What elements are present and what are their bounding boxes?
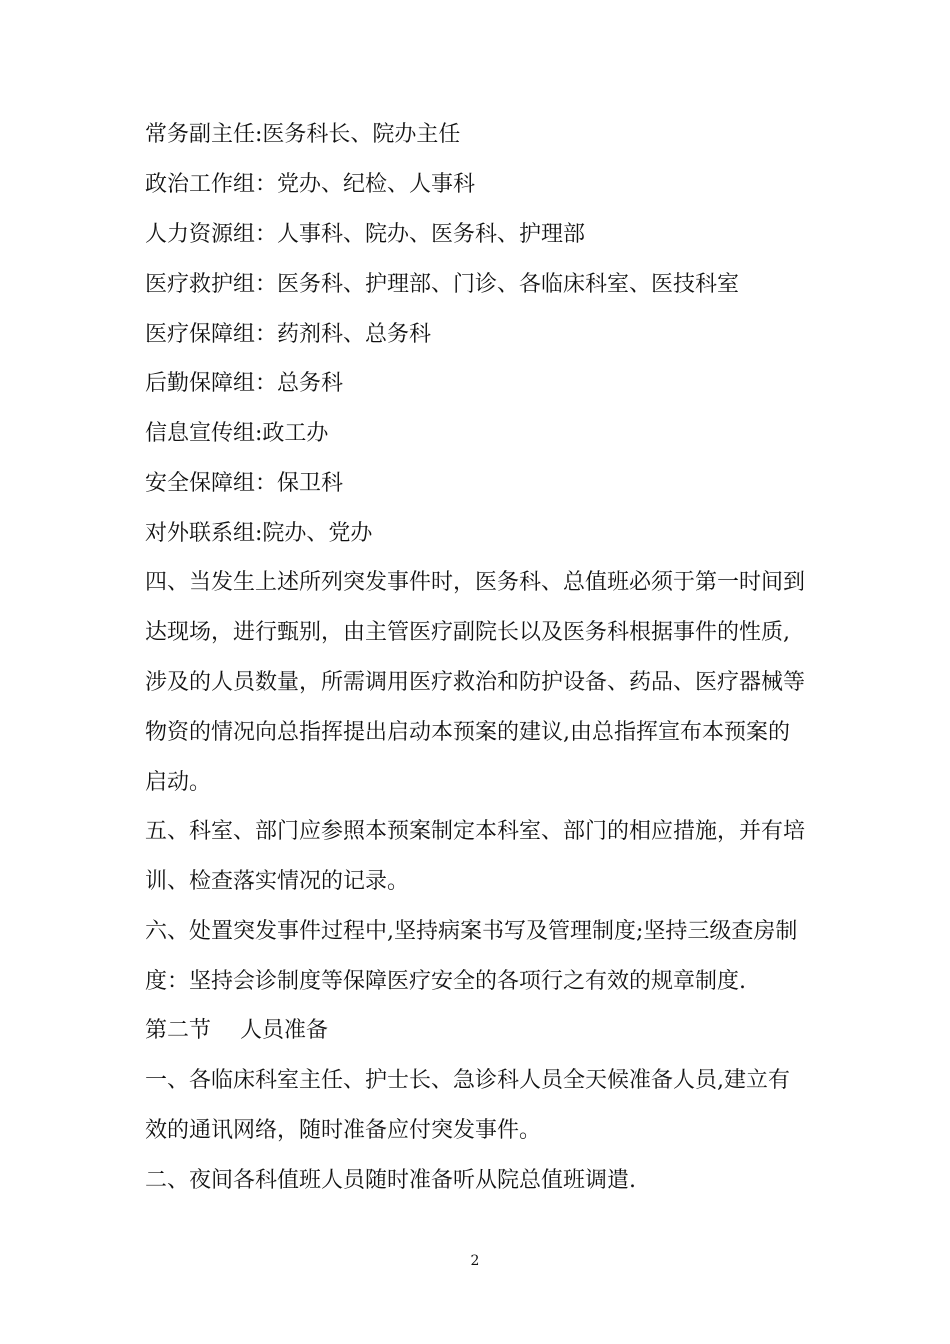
text-line: 后勤保障组：总务科 [145,371,344,396]
paragraph-line: 启动。 [145,770,212,795]
paragraph-line: 物资的情况向总指挥提出启动本预案的建议,由总指挥宣布本预案的 [145,720,790,745]
paragraph-line: 六、处置突发事件过程中,坚持病案书写及管理制度;坚持三级查房制 [145,919,798,944]
paragraph-line: 训、检查落实情况的记录。 [145,869,410,894]
paragraph-line: 涉及的人员数量，所需调用医疗救治和防护设备、药品、医疗器械等 [145,670,806,695]
text-line: 信息宣传组:政工办 [145,421,329,446]
paragraph-line: 一、各临床科室主任、护士长、急诊科人员全天候准备人员,建立有 [145,1068,790,1093]
paragraph-line: 度：坚持会诊制度等保障医疗安全的各项行之有效的规章制度. [145,969,746,994]
text-line: 安全保障组：保卫科 [145,471,344,496]
text-line: 医疗保障组：药剂科、总务科 [145,322,432,347]
text-line: 医疗救护组：医务科、护理部、门诊、各临床科室、医技科室 [145,272,740,297]
section-heading: 第二节 人员准备 [145,1018,328,1043]
paragraph-line: 二、夜间各科值班人员随时准备听从院总值班调遣. [145,1168,636,1193]
text-line: 政治工作组：党办、纪检、人事科 [145,172,476,197]
paragraph-line: 效的通讯网络，随时准备应付突发事件。 [145,1118,542,1143]
text-line: 人力资源组：人事科、院办、医务科、护理部 [145,222,586,247]
paragraph-line: 达现场，进行甄别，由主管医疗副院长以及医务科根据事件的性质, [145,620,790,645]
page-number: 2 [470,1253,480,1269]
text-line: 常务副主任:医务科长、院办主任 [145,122,461,147]
paragraph-line: 四、当发生上述所列突发事件时，医务科、总值班必须于第一时间到 [145,570,806,595]
text-line: 对外联系组:院办、党办 [145,521,373,546]
paragraph-line: 五、科室、部门应参照本预案制定本科室、部门的相应措施，并有培 [145,819,806,844]
